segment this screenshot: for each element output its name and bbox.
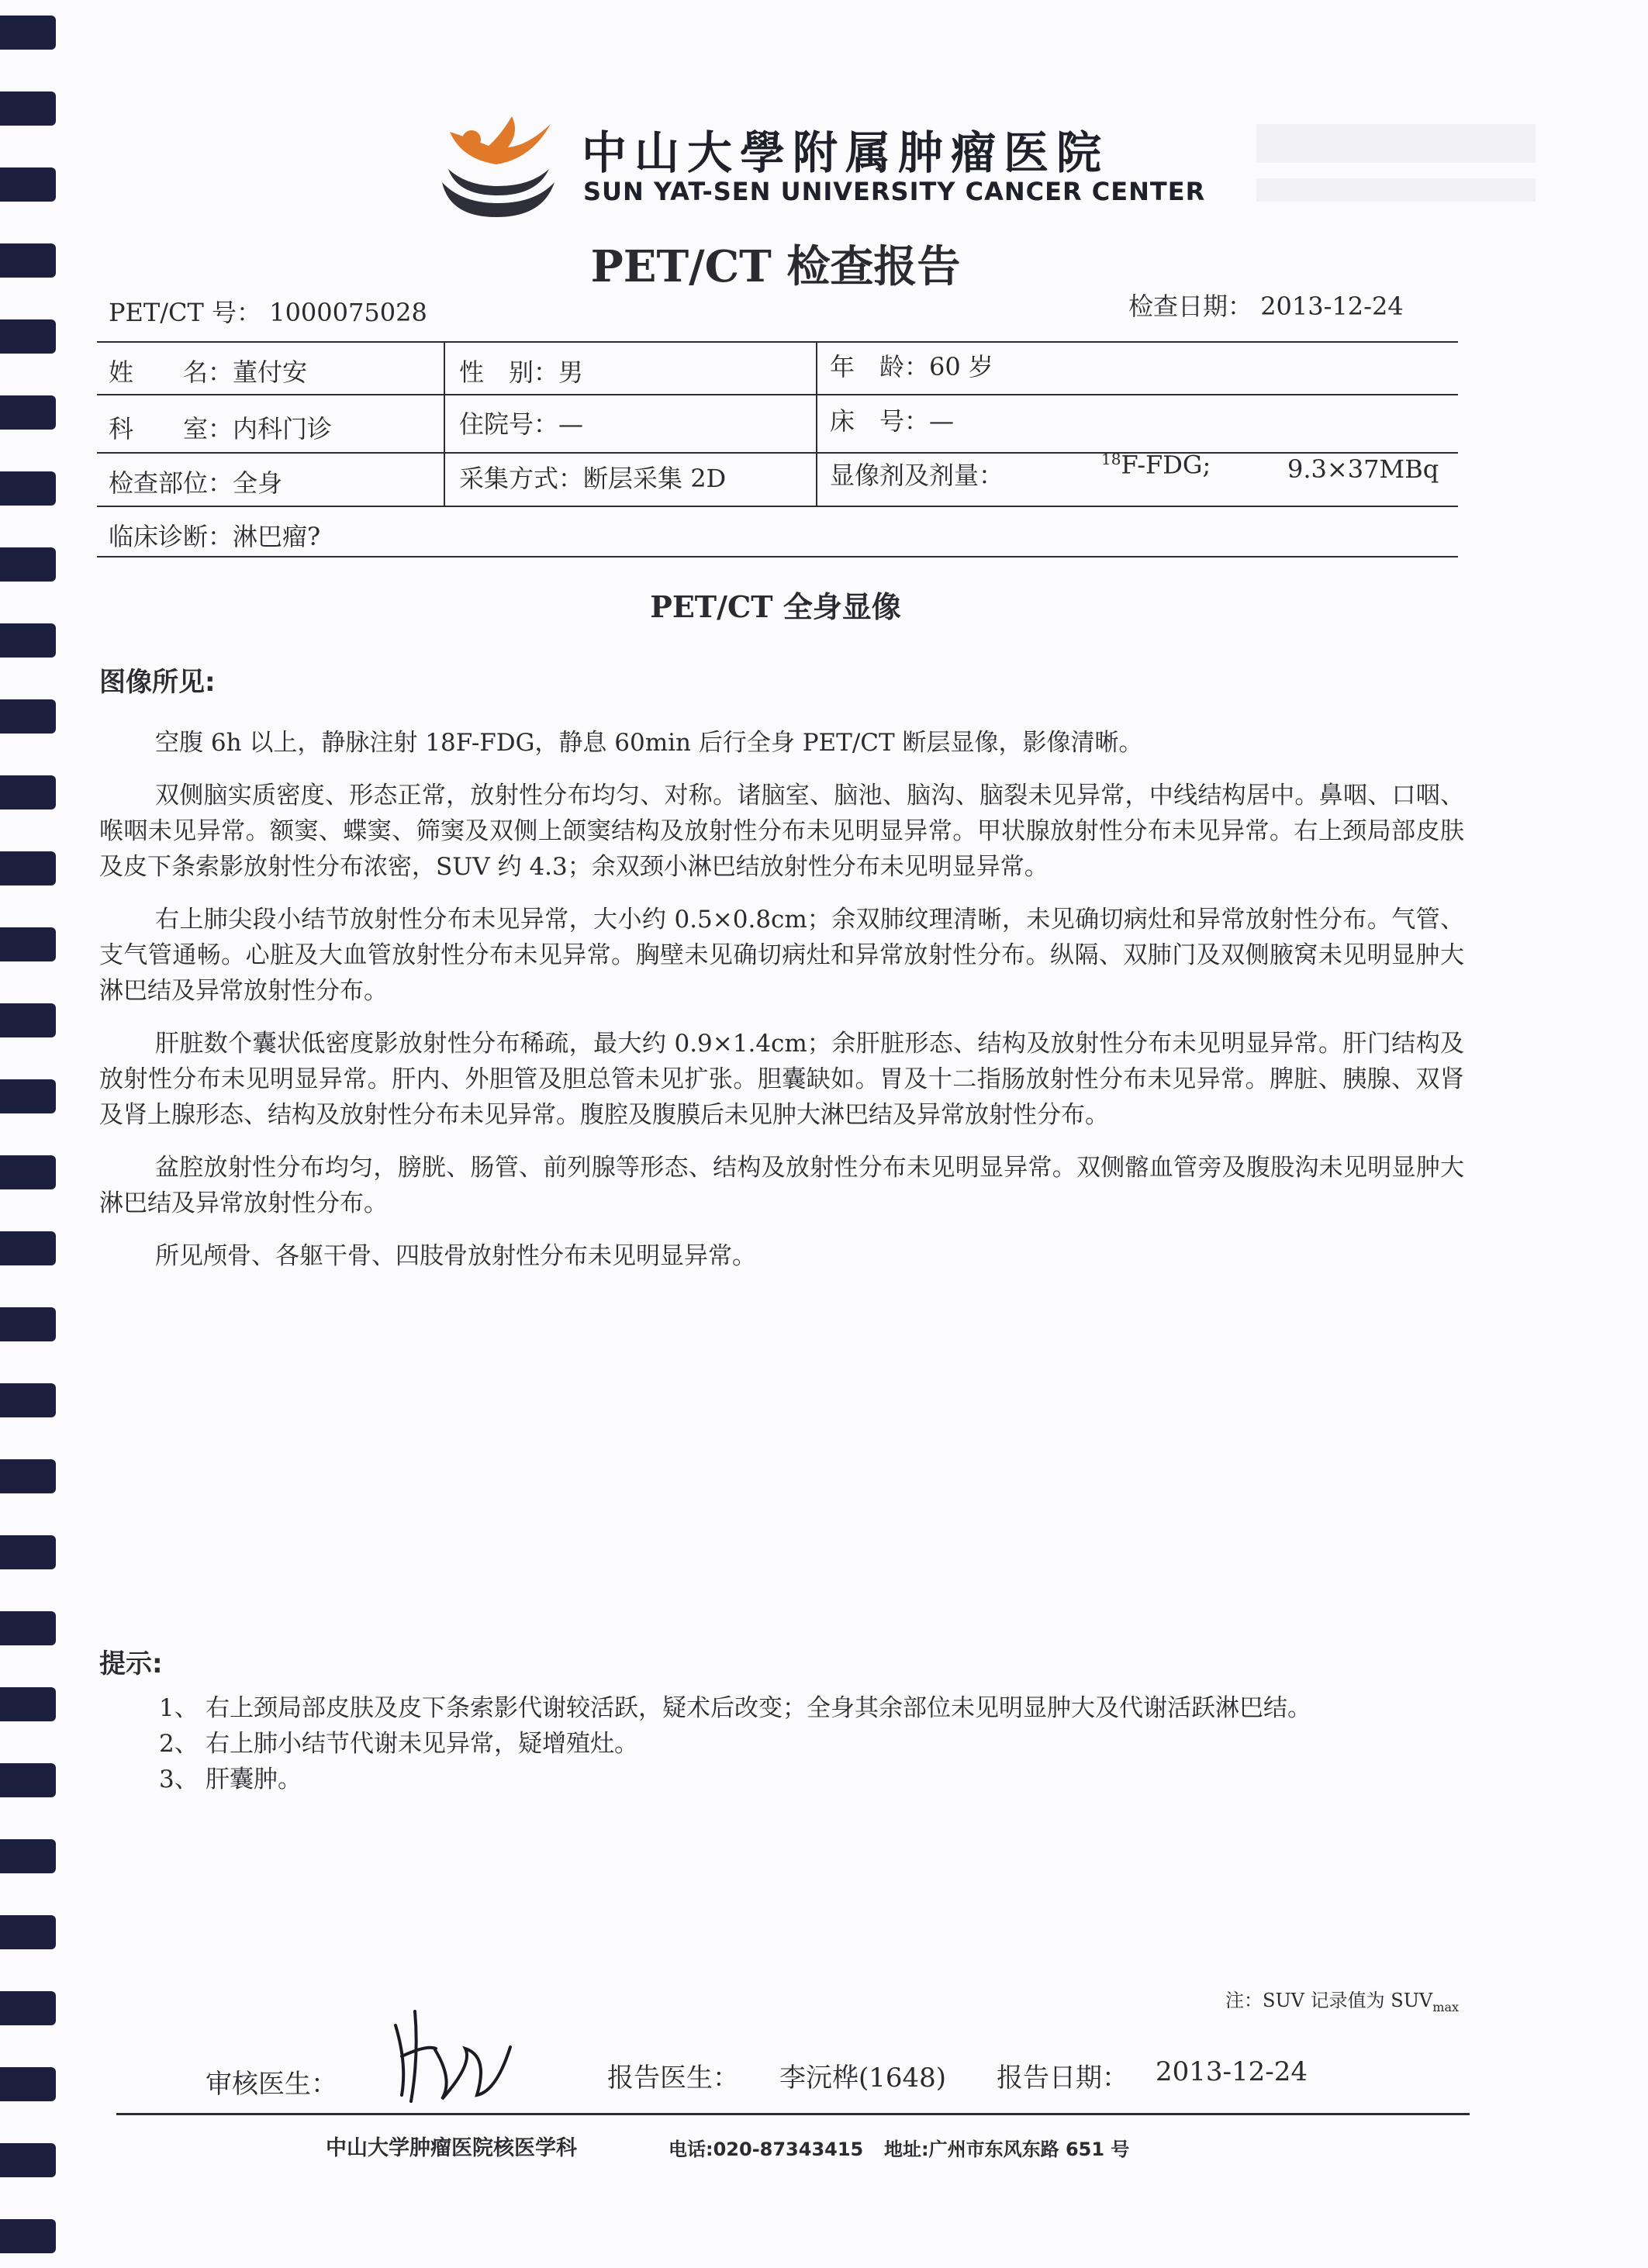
- diagnosis-label: 临床诊断：: [109, 522, 233, 551]
- diagnosis-value: 淋巴瘤?: [233, 522, 321, 551]
- suv-note: [1225, 1985, 1459, 2014]
- agent-field: [830, 456, 1004, 492]
- exam-date: [1128, 287, 1404, 323]
- table-column-rule: [444, 341, 445, 506]
- binding-hole: [0, 1383, 56, 1417]
- binding-hole: [0, 1003, 56, 1037]
- site-field: [109, 464, 282, 499]
- dept-value: 内科门诊: [233, 414, 333, 444]
- table-rule: [97, 341, 1458, 343]
- findings-header: 图像所见:: [99, 667, 216, 698]
- age-label: 年 龄：: [830, 352, 930, 381]
- age-field: [830, 347, 993, 383]
- method-field: [459, 459, 726, 495]
- findings-paragraph: 右上肺尖段小结节放射性分布未见异常，大小约 0.5×0.8cm；余双肺纹理清晰，未见确切病灶和异常放射性分布。气管、支气管通畅。心脏及大血管放射性分布未见异常。胸壁未见确切病灶和异常放射性分布。纵隔、双肺门及双侧腋窝未见明显肿大淋巴结及异常放射性分布。: [99, 906, 1464, 1005]
- petct-number: [109, 293, 427, 329]
- inpatient-field: [459, 405, 583, 440]
- bleed-through-mark: [1241, 109, 1551, 225]
- binding-hole: [0, 927, 56, 961]
- section-title: PET/CT 全身显像: [650, 589, 901, 624]
- name-field: [109, 353, 307, 388]
- binding-hole: [0, 699, 56, 734]
- tip-text: 肝囊肿。: [206, 1766, 302, 1793]
- petct-number-label: PET/CT 号：: [109, 298, 262, 327]
- binding-hole: [0, 1535, 56, 1569]
- tip-number: 2、: [159, 1730, 199, 1758]
- agent-name: [1101, 450, 1211, 480]
- binding-hole: [0, 1231, 56, 1265]
- binding-hole: [0, 167, 56, 202]
- binding-hole: [0, 2067, 56, 2101]
- binding-hole: [0, 547, 56, 582]
- table-rule: [97, 452, 1458, 454]
- method-value: 断层采集 2D: [583, 464, 727, 493]
- table-rule: [97, 394, 1458, 395]
- bed-value: —: [929, 406, 955, 436]
- spiral-binding: [0, 0, 62, 2268]
- hospital-logo-icon: [434, 109, 562, 225]
- sex-value: 男: [558, 357, 584, 387]
- findings-body: [99, 725, 1464, 1291]
- binding-hole: [0, 1991, 56, 2025]
- name-value: 董付安: [233, 357, 308, 387]
- binding-hole: [0, 1459, 56, 1493]
- findings-paragraph: 空腹 6h 以上，静脉注射 18F-FDG，静息 60min 后行全身 PET/CT 断层显像，影像清晰。: [155, 729, 1143, 757]
- tips-list: [159, 1690, 1470, 1797]
- inpatient-value: —: [558, 409, 584, 439]
- findings-paragraph: 所见颅骨、各躯干骨、四肢骨放射性分布未见明显异常。: [155, 1242, 756, 1270]
- findings-paragraph: 双侧脑实质密度、形态正常，放射性分布均匀、对称。诸脑室、脑池、脑沟、脑裂未见异常，中线结构居中。鼻咽、口咽、喉咽未见异常。额窦、蝶窦、筛窦及双侧上颌窦结构及放射性分布未见明显异常。甲状腺放射性分布未见异常。右上颈局部皮肤及皮下条索影放射性分布浓密，SUV 约 4.3；余双颈小淋巴结放射性分布未见明显异常。: [99, 782, 1464, 881]
- table-rule: [97, 506, 1458, 507]
- binding-hole: [0, 16, 56, 50]
- tip-number: 3、: [159, 1766, 199, 1793]
- agent-dose: 9.3×37MBq: [1287, 454, 1439, 484]
- sex-field: [459, 353, 583, 388]
- agent-value: F-FDG;: [1121, 450, 1211, 480]
- bed-field: [830, 402, 954, 437]
- table-rule: [97, 556, 1458, 558]
- reviewer-signature: [380, 2002, 523, 2114]
- name-label: 姓 名：: [109, 357, 233, 387]
- dept-field: [109, 409, 332, 445]
- method-label: 采集方式：: [459, 464, 584, 493]
- footer-rule: [116, 2113, 1470, 2115]
- binding-hole: [0, 471, 56, 506]
- binding-hole: [0, 623, 56, 658]
- exam-date-value: 2013-12-24: [1260, 292, 1404, 321]
- reporter-label: 报告医生：: [607, 2063, 739, 2094]
- reporter-name: 李沅桦(1648): [779, 2063, 947, 2094]
- findings-paragraph: 盆腔放射性分布均匀，膀胱、肠管、前列腺等形态、结构及放射性分布未见明显异常。双侧髂血管旁及腹股沟未见明显肿大淋巴结及异常放射性分布。: [99, 1154, 1464, 1217]
- age-value: 60 岁: [929, 352, 993, 381]
- footer-department: 中山大学肿瘤医院核医学科: [326, 2136, 577, 2160]
- agent-label: 显像剂及剂量：: [830, 461, 1004, 490]
- binding-hole: [0, 1611, 56, 1645]
- binding-hole: [0, 319, 56, 354]
- reviewer-label: 审核医生：: [206, 2069, 337, 2100]
- binding-hole: [0, 1763, 56, 1797]
- binding-hole: [0, 1839, 56, 1873]
- sex-label: 性 别：: [459, 357, 559, 387]
- suv-note-subscript: max: [1432, 1999, 1459, 2014]
- footer-phone: 电话:020-87343415: [669, 2139, 864, 2160]
- tip-text: 右上颈局部皮肤及皮下条索影代谢较活跃，疑术后改变；全身其余部位未见明显肿大及代谢活跃淋巴结。: [206, 1694, 1311, 1722]
- report-date-label: 报告日期：: [997, 2063, 1128, 2094]
- suv-note-text: 注：SUV 记录值为 SUV: [1225, 1990, 1433, 2011]
- tip-item: [159, 1726, 1470, 1762]
- site-label: 检查部位：: [109, 468, 233, 498]
- footer-address: 地址:广州市东风东路 651 号: [884, 2139, 1130, 2160]
- binding-hole: [0, 2143, 56, 2177]
- binding-hole: [0, 395, 56, 430]
- binding-hole: [0, 91, 56, 126]
- hospital-name-en: SUN YAT-SEN UNIVERSITY CANCER CENTER: [583, 177, 1206, 206]
- diagnosis-field: [109, 517, 320, 553]
- tips-header: 提示:: [99, 1648, 163, 1679]
- report-title: PET/CT 检查报告: [590, 241, 961, 292]
- exam-date-label: 检查日期：: [1128, 292, 1253, 321]
- binding-hole: [0, 851, 56, 885]
- hospital-name-cn: 中山大學附属肿瘤医院: [582, 126, 1110, 179]
- binding-hole: [0, 1687, 56, 1721]
- binding-hole: [0, 1307, 56, 1341]
- binding-hole: [0, 2219, 56, 2253]
- tip-text: 右上肺小结节代谢未见异常，疑增殖灶。: [206, 1730, 638, 1758]
- dept-label: 科 室：: [109, 414, 233, 444]
- bed-label: 床 号：: [830, 406, 930, 436]
- binding-hole: [0, 1915, 56, 1949]
- binding-hole: [0, 775, 56, 810]
- tip-number: 1、: [159, 1694, 199, 1722]
- report-date-value: 2013-12-24: [1156, 2056, 1308, 2087]
- findings-paragraph: 肝脏数个囊状低密度影放射性分布稀疏，最大约 0.9×1.4cm；余肝脏形态、结构及放射性分布未见明显异常。肝门结构及放射性分布未见明显异常。肝内、外胆管及胆总管未见扩张。胆囊缺如。胃及十二指肠放射性分布未见异常。脾脏、胰腺、双肾及肾上腺形态、结构及放射性分布未见异常。腹腔及腹膜后未见肿大淋巴结及异常放射性分布。: [99, 1030, 1464, 1129]
- site-value: 全身: [233, 468, 283, 498]
- petct-number-value: 1000075028: [269, 298, 427, 327]
- binding-hole: [0, 1155, 56, 1189]
- table-column-rule: [816, 341, 817, 506]
- tip-item: [159, 1762, 1470, 1797]
- agent-isotope-sup: 18: [1101, 450, 1121, 468]
- tip-item: [159, 1690, 1470, 1726]
- inpatient-label: 住院号：: [459, 409, 559, 439]
- binding-hole: [0, 1079, 56, 1113]
